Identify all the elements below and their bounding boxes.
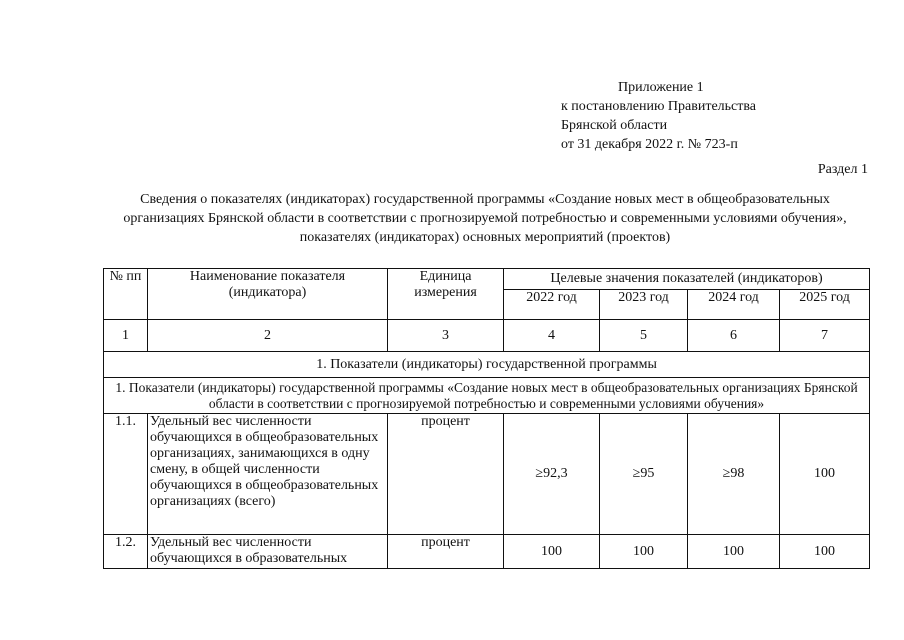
appendix-block (561, 78, 756, 154)
header-year: 2022 год (504, 290, 600, 320)
row-number: 1.1. (104, 414, 148, 535)
header-num: № пп (104, 269, 148, 320)
table-row (104, 535, 870, 569)
column-number: 1 (104, 320, 148, 352)
header-targets: Целевые значения показателей (индикаторов) (504, 269, 870, 290)
column-number: 3 (388, 320, 504, 352)
header-year: 2024 год (688, 290, 780, 320)
value-2023: ≥95 (600, 414, 688, 535)
value-2024: 100 (688, 535, 780, 569)
header-name: Наименование показателя (индикатора) (148, 269, 388, 320)
value-2025: 100 (780, 535, 870, 569)
row-number: 1.2. (104, 535, 148, 569)
value-2022: ≥92,3 (504, 414, 600, 535)
value-2022: 100 (504, 535, 600, 569)
unit-cell: процент (388, 535, 504, 569)
appendix-line-4: от 31 декабря 2022 г. № 723-п (561, 137, 738, 152)
program-row (104, 378, 870, 414)
indicator-name: Удельный вес численности обучающихся в общеобразовательных организациях, занимающихся в одну смену, в общей численности обучающихся в общеобразовательных организациях (всего) (148, 414, 388, 535)
value-2025: 100 (780, 414, 870, 535)
column-number: 7 (780, 320, 870, 352)
appendix-line-3: Брянской области (561, 118, 668, 133)
document-title: Сведения о показателях (индикаторах) государственной программы «Создание новых мест в общеобразовательных организациях Брянской области в соответствии с прогнозируемой потребностью и современными условиями обучения», показателях (индикаторах) основных мероприятий (проектов) (123, 192, 847, 245)
header-row (104, 269, 870, 290)
column-number: 2 (148, 320, 388, 352)
column-number: 6 (688, 320, 780, 352)
group-heading: 1. Показатели (индикаторы) государственной программы (104, 352, 870, 378)
program-heading: 1. Показатели (индикаторы) государственной программы «Создание новых мест в общеобразовательных организациях Брянской области в соответствии с прогнозируемой потребностью и современными условиями обучения» (104, 378, 870, 414)
column-number: 5 (600, 320, 688, 352)
group-row (104, 352, 870, 378)
column-number: 4 (504, 320, 600, 352)
table-row (104, 414, 870, 535)
header-year: 2025 год (780, 290, 870, 320)
indicators-table (103, 268, 870, 569)
appendix-line-2: к постановлению Правительства (561, 99, 757, 114)
section-label: Раздел 1 (817, 162, 868, 177)
column-numbers-row (104, 320, 870, 352)
value-2023: 100 (600, 535, 688, 569)
unit-cell: процент (388, 414, 504, 535)
appendix-line-1: Приложение 1 (618, 80, 704, 95)
value-2024: ≥98 (688, 414, 780, 535)
header-unit: Единица измерения (388, 269, 504, 320)
indicator-name: Удельный вес численности обучающихся в образовательных (148, 535, 388, 569)
header-year: 2023 год (600, 290, 688, 320)
